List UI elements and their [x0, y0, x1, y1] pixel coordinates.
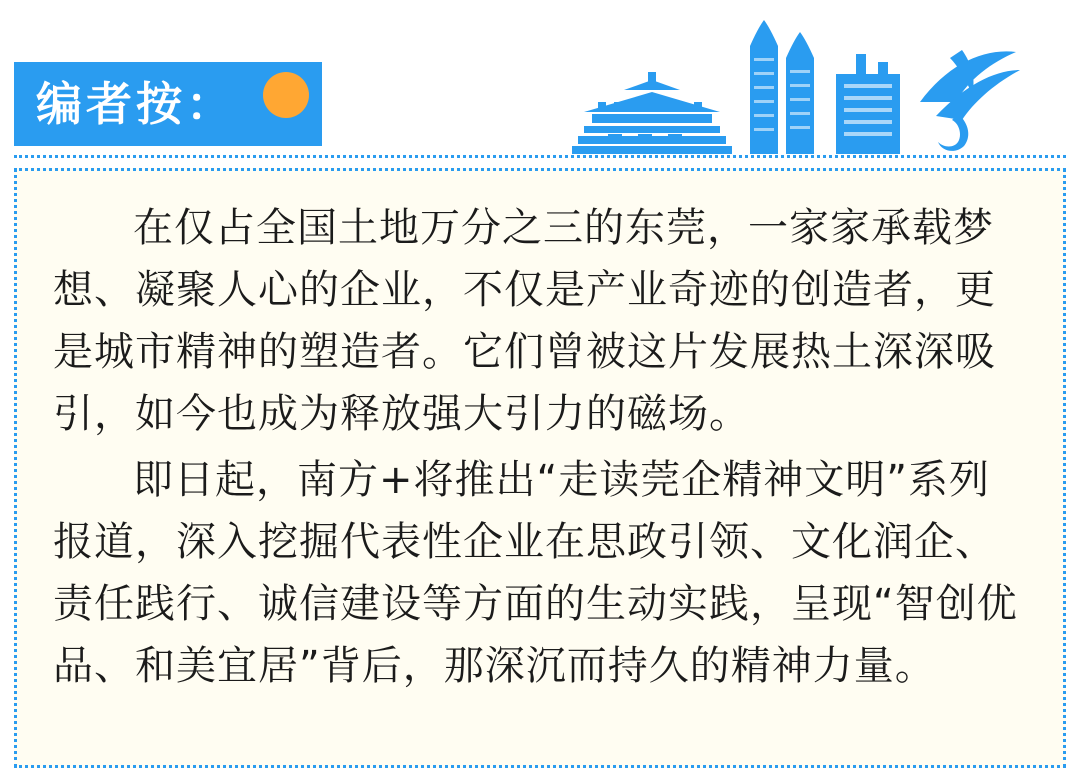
ribbon-logo-icon [920, 50, 1020, 151]
twin-towers-icon [750, 20, 814, 154]
editor-note-label: 编者按： [36, 77, 236, 131]
editor-note-card [14, 168, 1066, 768]
tower-building-icon [836, 54, 900, 154]
paragraph-1: 在仅占全国土地万分之三的东莞，一家家承载梦想、凝聚人心的企业，不仅是产业奇迹的创造者，更是城市精神的塑造者。它们曾被这片发展热土深深吸引，如今也成为释放强大引力的磁场。 [53, 205, 996, 437]
paragraph-2: 即日起，南方+将推出“走读莞企精神文明”系列报道，深入挖掘代表性企业在思政引领、文化润企、责任践行、诚信建设等方面的生动实践，呈现“智创优品、和美宜居”背后，那深沉而持久的精神力量。 [53, 457, 1018, 689]
guandi-archway-icon [572, 72, 732, 154]
header-divider [14, 155, 1066, 158]
header-band [0, 0, 1080, 160]
orange-dot-icon [263, 72, 309, 118]
dongguan-skyline-graphic [564, 18, 1024, 156]
editor-note-text-block [53, 197, 1027, 745]
